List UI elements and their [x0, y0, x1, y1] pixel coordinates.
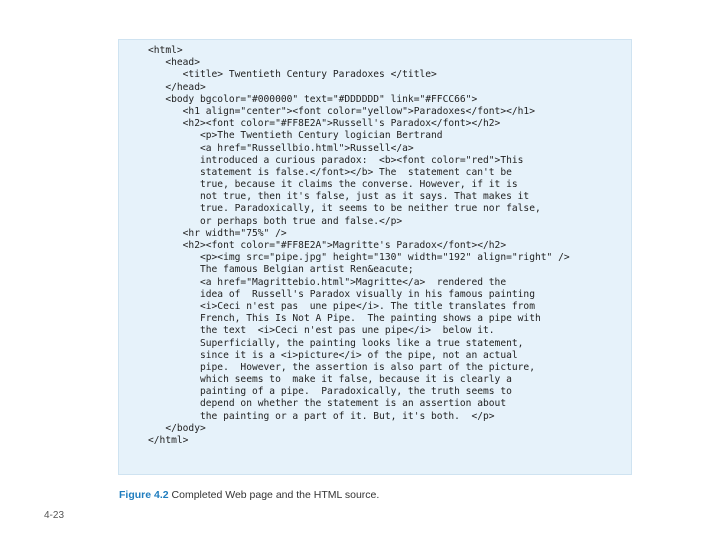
code-line: the painting or a part of it. But, it's both. </p> — [148, 410, 495, 422]
code-line: <h1 align="center"><font color="yellow">Paradoxes</font></h1> — [148, 105, 535, 117]
code-line: pipe. However, the assertion is also part of the picture, — [148, 361, 535, 373]
code-line: depend on whether the statement is an assertion about — [148, 398, 507, 410]
code-line: French, This Is Not A Pipe. The painting shows a pipe with — [148, 313, 541, 325]
figure-label: Figure 4.2 — [119, 489, 169, 501]
code-line: painting of a pipe. Paradoxically, the truth seems to — [148, 386, 512, 398]
code-line: <p><img src="pipe.jpg" height="130" width="192" align="right" /> — [148, 252, 570, 264]
code-line: </html> — [148, 435, 189, 446]
figure-caption-text: Completed Web page and the HTML source. — [168, 489, 380, 501]
code-line: The famous Belgian artist Ren&eacute; — [148, 264, 414, 276]
code-line: <h2><font color="#FF8E2A">Russell's Paradox</font></h2> — [148, 118, 501, 130]
code-line: <body bgcolor="#000000" text="#DDDDDD" link="#FFCC66"> — [148, 93, 478, 105]
html-source-code — [148, 45, 570, 447]
code-line: introduced a curious paradox: <b><font color="red">This — [148, 154, 524, 166]
code-line: </head> — [148, 81, 206, 93]
code-line: <hr width="75%" /> — [148, 227, 287, 239]
code-line: true, because it claims the converse. However, if it is — [148, 179, 518, 191]
code-line: which seems to make it false, because it is clearly a — [148, 374, 512, 386]
code-line: <title> Twentieth Century Paradoxes </title> — [148, 69, 437, 81]
code-line: <a href="Magrittebio.html">Magritte</a> rendered the — [148, 276, 507, 288]
code-line: idea of Russell's Paradox visually in his famous painting — [148, 288, 535, 300]
code-line: true. Paradoxically, it seems to be neither true nor false, — [148, 203, 541, 215]
figure-caption — [119, 489, 379, 501]
code-line: Superficially, the painting looks like a true statement, — [148, 337, 524, 349]
code-line: <i>Ceci n'est pas une pipe</i>. The title translates from — [148, 300, 535, 312]
code-line: <a href="Russellbio.html">Russell</a> — [148, 142, 414, 154]
code-line: or perhaps both true and false.</p> — [148, 215, 403, 227]
code-line: <h2><font color="#FF8E2A">Magritte's Paradox</font></h2> — [148, 240, 507, 251]
code-line: </body> — [148, 422, 206, 434]
code-line: statement is false.</font></b> The statement can't be — [148, 166, 512, 178]
code-line: not true, then it's false, just as it says. That makes it — [148, 191, 530, 203]
html-source-panel — [118, 39, 632, 475]
slide-number: 4-23 — [44, 510, 65, 521]
code-line: <html> — [148, 45, 183, 56]
code-line: the text <i>Ceci n'est pas une pipe</i> below it. — [148, 325, 495, 337]
code-line: <p>The Twentieth Century logician Bertrand — [148, 130, 443, 142]
code-line: <head> — [148, 57, 200, 69]
code-line: since it is a <i>picture</i> of the pipe, not an actual — [148, 349, 518, 361]
